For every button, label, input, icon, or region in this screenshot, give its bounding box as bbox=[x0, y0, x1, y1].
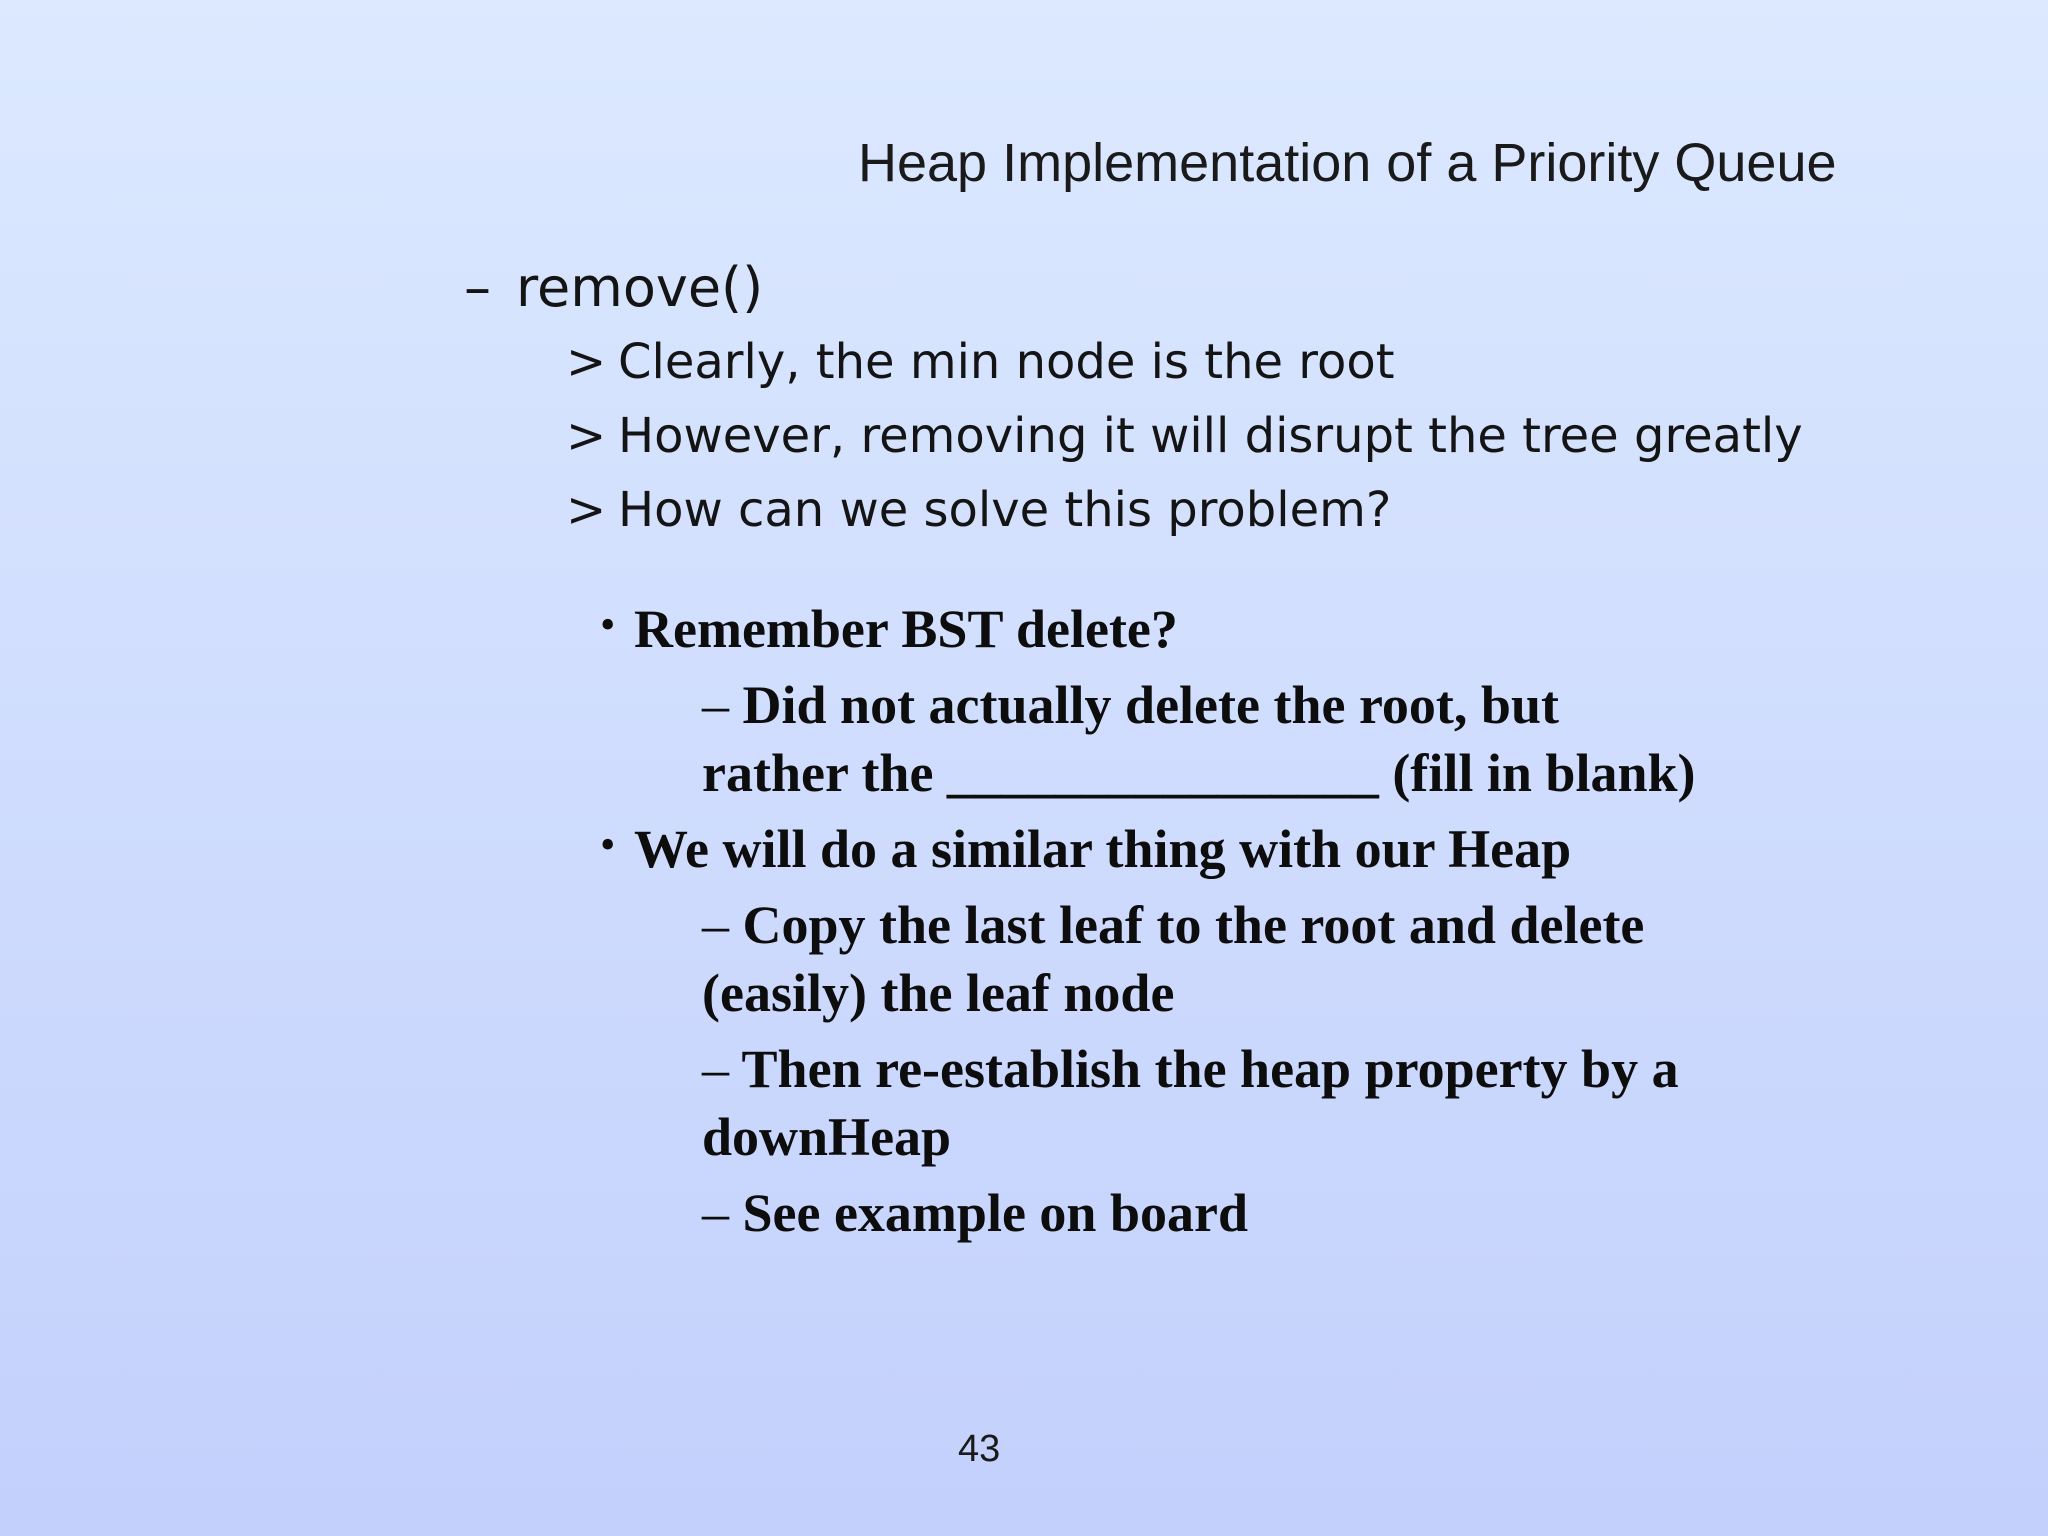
dash-marker: – bbox=[702, 675, 729, 735]
bullet-marker: • bbox=[600, 820, 616, 869]
level1-item-remove bbox=[464, 256, 763, 319]
dash-marker: – bbox=[464, 256, 491, 319]
dash-marker: – bbox=[702, 1039, 729, 1099]
chevron-marker: > bbox=[566, 482, 607, 538]
dash-marker: – bbox=[702, 895, 729, 955]
level2-item-3 bbox=[566, 482, 1391, 538]
level2-text: However, removing it will disrupt the tree greatly bbox=[618, 408, 1803, 464]
dash-marker: – bbox=[702, 1183, 729, 1243]
level1-text: remove() bbox=[516, 256, 764, 319]
bullet-marker: • bbox=[600, 600, 616, 649]
level2-text: Clearly, the min node is the root bbox=[618, 334, 1395, 390]
level2-item-1 bbox=[566, 334, 1395, 390]
bullet-text: Remember BST delete? bbox=[634, 599, 1178, 659]
level2-item-2 bbox=[566, 408, 1803, 464]
bullet-item-1 bbox=[600, 598, 1178, 660]
bullet-text: We will do a similar thing with our Heap bbox=[634, 819, 1572, 879]
chevron-marker: > bbox=[566, 334, 607, 390]
bullet-item-2 bbox=[600, 818, 1571, 880]
sub-item-2-line2: (easily) the leaf node bbox=[702, 963, 1175, 1023]
slide-title: Heap Implementation of a Priority Queue bbox=[858, 133, 1837, 193]
sub-item-3-line2: downHeap bbox=[702, 1107, 952, 1167]
chevron-marker: > bbox=[566, 408, 607, 464]
sub-item-1-line2: rather the ________________ (fill in blank) bbox=[702, 743, 1696, 803]
level2-text: How can we solve this problem? bbox=[618, 482, 1392, 538]
sub-item-text: Did not actually delete the root, but bbox=[729, 675, 1559, 735]
sub-item-text: Copy the last leaf to the root and delete bbox=[729, 895, 1645, 955]
sub-item-text: See example on board bbox=[729, 1183, 1248, 1243]
sub-item-3-line1 bbox=[702, 1038, 1679, 1100]
sub-item-1-line1 bbox=[702, 674, 1559, 736]
sub-item-text: Then re-establish the heap property by a bbox=[729, 1039, 1679, 1099]
page-number: 43 bbox=[958, 1428, 1001, 1470]
sub-item-2-line1 bbox=[702, 894, 1644, 956]
sub-item-4-line1 bbox=[702, 1182, 1248, 1244]
